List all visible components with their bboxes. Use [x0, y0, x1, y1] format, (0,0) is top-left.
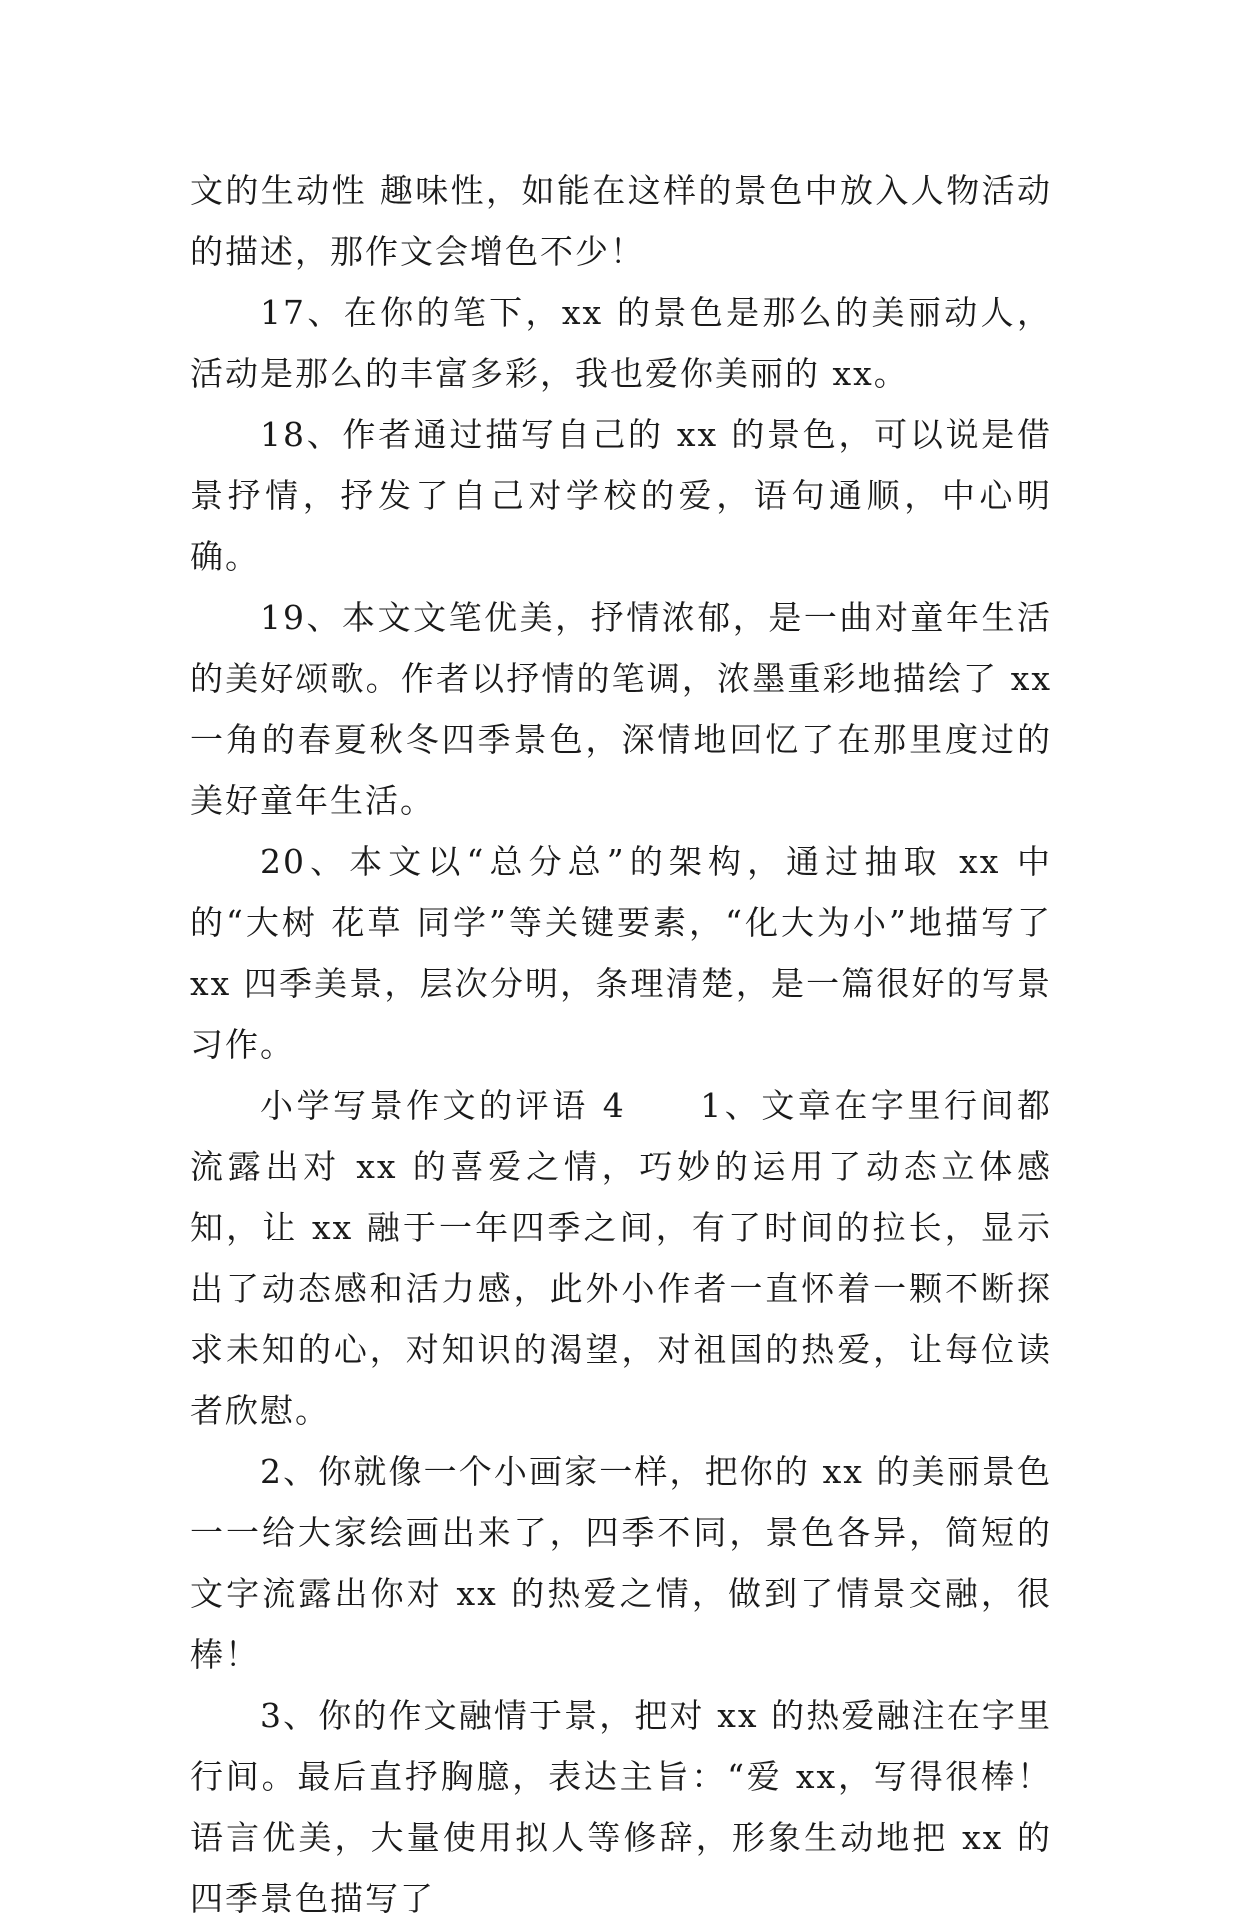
paragraph-section-4-comment-1: 小学写景作文的评语 4 1、文章在字里行间都流露出对 xx 的喜爱之情，巧妙的运用了动态立体感知，让 xx 融于一年四季之间，有了时间的拉长，显示出了动态感和活力感，此外小作者一直怀着一颗不断探求未知的心，对知识的渴望，对祖国的热爱，让每位读者欣慰。 — [190, 1086, 1052, 1430]
paragraph-comment-20: 20、本文以“总分总”的架构，通过抽取 xx 中的“大树 花草 同学”等关键要素，“化大为小”地描写了 xx 四季美景，层次分明，条理清楚，是一篇很好的写景习作。 — [190, 842, 1052, 1064]
paragraph-section-4-comment-2: 2、你就像一个小画家一样，把你的 xx 的美丽景色一一给大家绘画出来了，四季不同，景色各异，简短的文字流露出你对 xx 的热爱之情，做到了情景交融，很棒！ — [190, 1452, 1052, 1674]
paragraph-comment-17: 17、在你的笔下，xx 的景色是那么的美丽动人，活动是那么的丰富多彩，我也爱你美丽的 xx。 — [190, 293, 1052, 393]
paragraph-comment-18: 18、作者通过描写自己的 xx 的景色，可以说是借景抒情，抒发了自己对学校的爱，语句通顺，中心明确。 — [190, 415, 1052, 576]
document-body — [190, 160, 1052, 1929]
paragraph-section-4-comment-3: 3、你的作文融情于景，把对 xx 的热爱融注在字里行间。最后直抒胸臆，表达主旨：“爱 xx，写得很棒！语言优美，大量使用拟人等修辞，形象生动地把 xx 的四季景色描写了 — [190, 1696, 1052, 1918]
paragraph-continuation: 文的生动性 趣味性，如能在这样的景色中放入人物活动的描述，那作文会增色不少！ — [190, 171, 1052, 271]
paragraph-comment-19: 19、本文文笔优美，抒情浓郁，是一曲对童年生活的美好颂歌。作者以抒情的笔调，浓墨重彩地描绘了 xx 一角的春夏秋冬四季景色，深情地回忆了在那里度过的美好童年生活。 — [190, 598, 1052, 820]
